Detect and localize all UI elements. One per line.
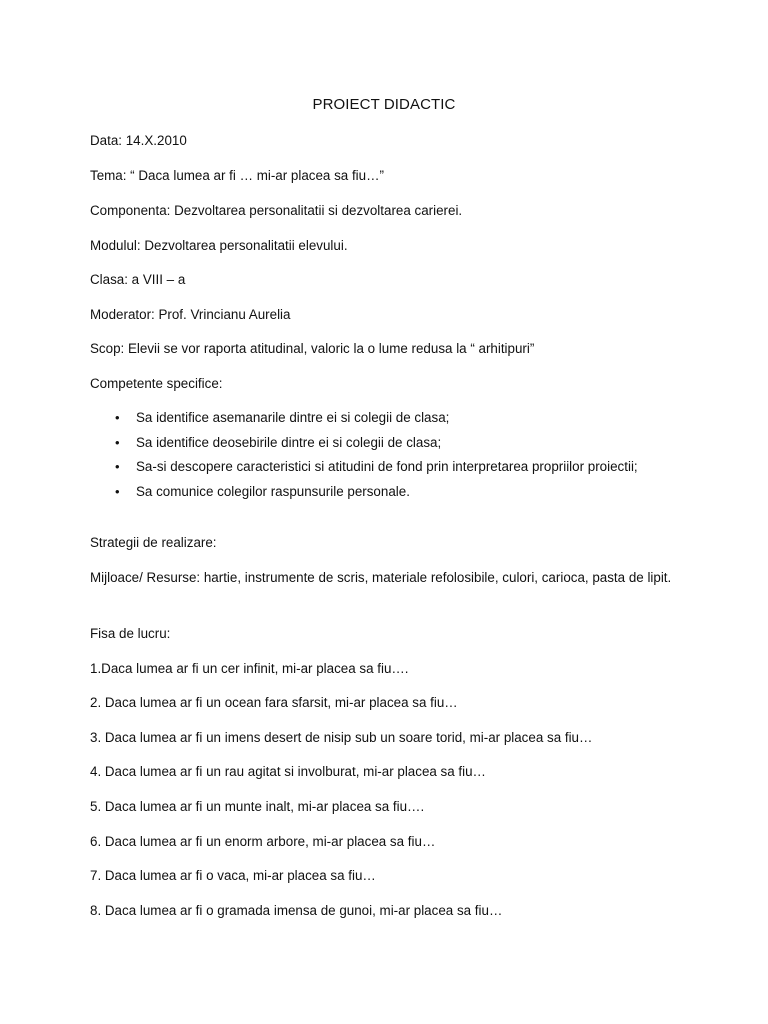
moderator-line: Moderator: Prof. Vrincianu Aurelia (90, 307, 291, 322)
list-item-text: Sa comunice colegilor raspunsurile personale. (136, 483, 410, 499)
worksheet-item: 4. Daca lumea ar fi un rau agitat si involburat, mi-ar placea sa fiu… (90, 764, 486, 779)
competences-list (90, 410, 638, 508)
worksheet-item: 7. Daca lumea ar fi o vaca, mi-ar placea sa fiu… (90, 868, 376, 883)
worksheet-item: 5. Daca lumea ar fi un munte inalt, mi-ar placea sa fiu…. (90, 799, 425, 814)
list-item (90, 435, 638, 460)
resources-paragraph: Mijloace/ Resurse: hartie, instrumente de scris, materiale refolosibile, culori, carioca, pasta de lipit. (90, 570, 672, 585)
list-item (90, 410, 638, 435)
strategies-line: Strategii de realizare: (90, 535, 217, 550)
worksheet-item: 2. Daca lumea ar fi un ocean fara sfarsit, mi-ar placea sa fiu… (90, 695, 458, 710)
list-item (90, 484, 638, 509)
bullet-icon: • (115, 459, 120, 474)
bullet-icon: • (115, 483, 120, 499)
bullet-icon: • (115, 410, 120, 425)
worksheet-item: 1.Daca lumea ar fi un cer infinit, mi-ar placea sa fiu…. (90, 661, 409, 676)
worksheet-item: 8. Daca lumea ar fi o gramada imensa de gunoi, mi-ar placea sa fiu… (90, 903, 503, 918)
component-line: Componenta: Dezvoltarea personalitatii si dezvoltarea carierei. (90, 203, 463, 218)
competences-heading: Competente specifice: (90, 376, 223, 391)
worksheet-item: 6. Daca lumea ar fi un enorm arbore, mi-ar placea sa fiu… (90, 834, 436, 849)
page-title: PROIECT DIDACTIC (312, 96, 456, 113)
theme-line: Tema: “ Daca lumea ar fi … mi-ar placea sa fiu…” (90, 168, 384, 183)
list-item-text: Sa-si descopere caracteristici si atitudini de fond prin interpretarea propriilor proiectii; (136, 459, 638, 474)
date-line: Data: 14.X.2010 (90, 133, 187, 148)
module-line: Modulul: Dezvoltarea personalitatii elevului. (90, 238, 348, 253)
worksheet-item: 3. Daca lumea ar fi un imens desert de nisip sub un soare torid, mi-ar placea sa fiu… (90, 730, 593, 745)
scope-line: Scop: Elevii se vor raporta atitudinal, valoric la o lume redusa la “ arhitipuri” (90, 341, 535, 356)
bullet-icon: • (115, 434, 120, 450)
class-line: Clasa: a VIII – a (90, 272, 186, 287)
worksheet-heading: Fisa de lucru: (90, 626, 171, 641)
list-item-text: Sa identifice asemanarile dintre ei si colegii de clasa; (136, 410, 450, 425)
list-item (90, 459, 638, 484)
list-item-text: Sa identifice deosebirile dintre ei si colegii de clasa; (136, 434, 442, 450)
